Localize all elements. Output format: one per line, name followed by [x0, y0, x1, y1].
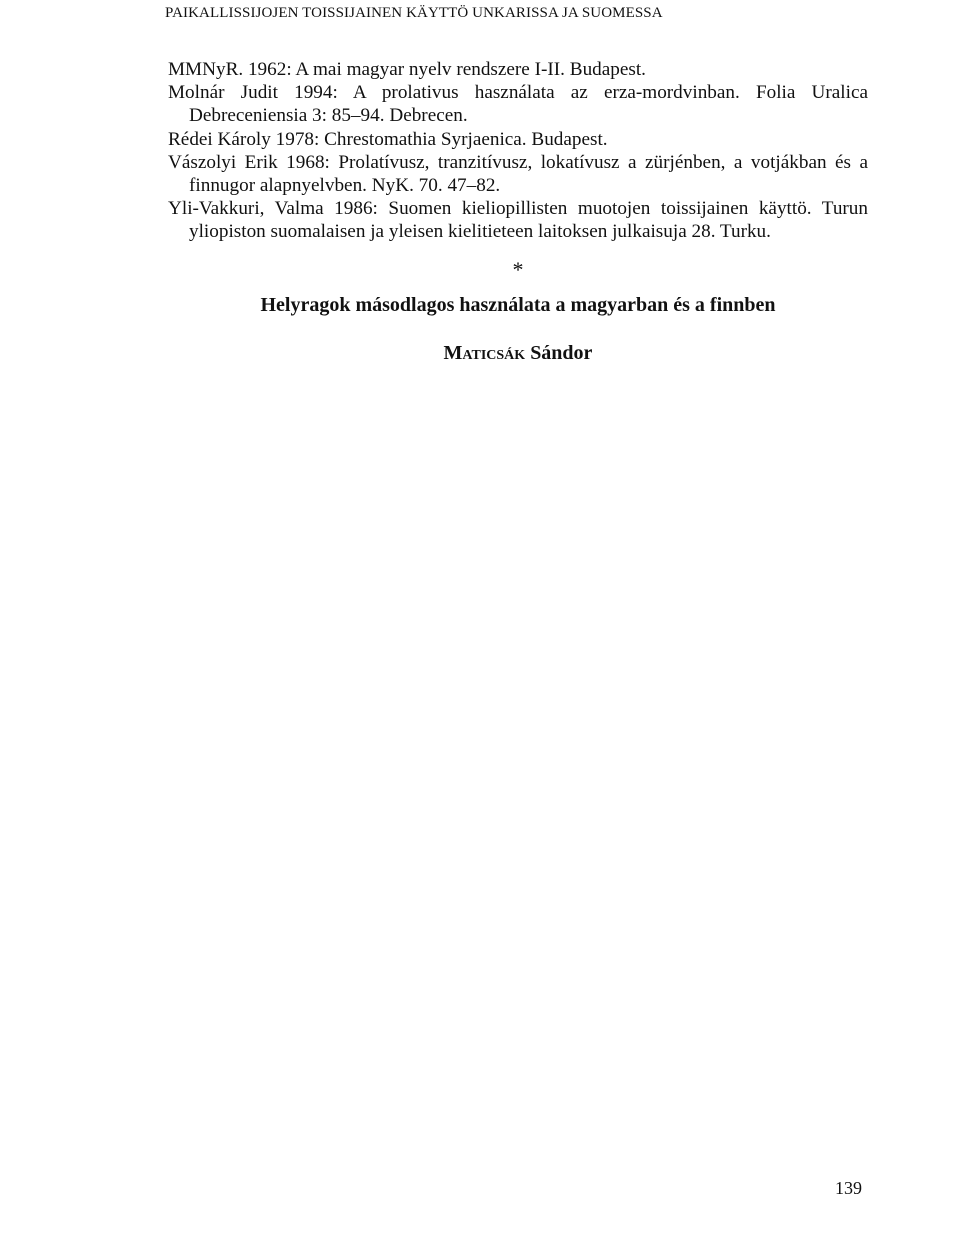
page-content: [168, 58, 868, 388]
reference-item: Vászolyi Erik 1968: Prolatívusz, tranzitívusz, lokatívusz a zürjénben, a votjákban és a finnugor alapnyelvben. NyK. 70. 47–82.: [168, 151, 868, 197]
article-title: Helyragok másodlagos használata a magyarban és a finnben: [260, 293, 776, 316]
reference-item: Rédei Károly 1978: Chrestomathia Syrjaenica. Budapest.: [168, 128, 608, 150]
reference-list: [168, 58, 868, 244]
reference-item: Yli-Vakkuri, Valma 1986: Suomen kieliopillisten muotojen toissijainen käyttö. Turun yliopiston suomalaisen ja yleisen kielitieteen laitoksen julkaisuja 28. Turku.: [168, 198, 868, 243]
running-head: PAIKALLISSIJOJEN TOISSIJAINEN KÄYTTÖ UNKARISSA JA SUOMESSA: [165, 5, 663, 21]
reference-item: MMNyR. 1962: A mai magyar nyelv rendszere I-II. Budapest.: [168, 59, 646, 80]
author-given-name: Sándor: [530, 341, 593, 364]
article-author: [168, 340, 868, 366]
reference-item: Molnár Judit 1994: A prolativus használata az erza-mordvinban. Folia Uralica Debreceniensia 3: 85–94. Debrecen.: [168, 82, 868, 127]
author-family-name: Maticsák: [443, 341, 526, 364]
page-number: 139: [835, 1178, 862, 1198]
section-separator: *: [512, 256, 524, 282]
